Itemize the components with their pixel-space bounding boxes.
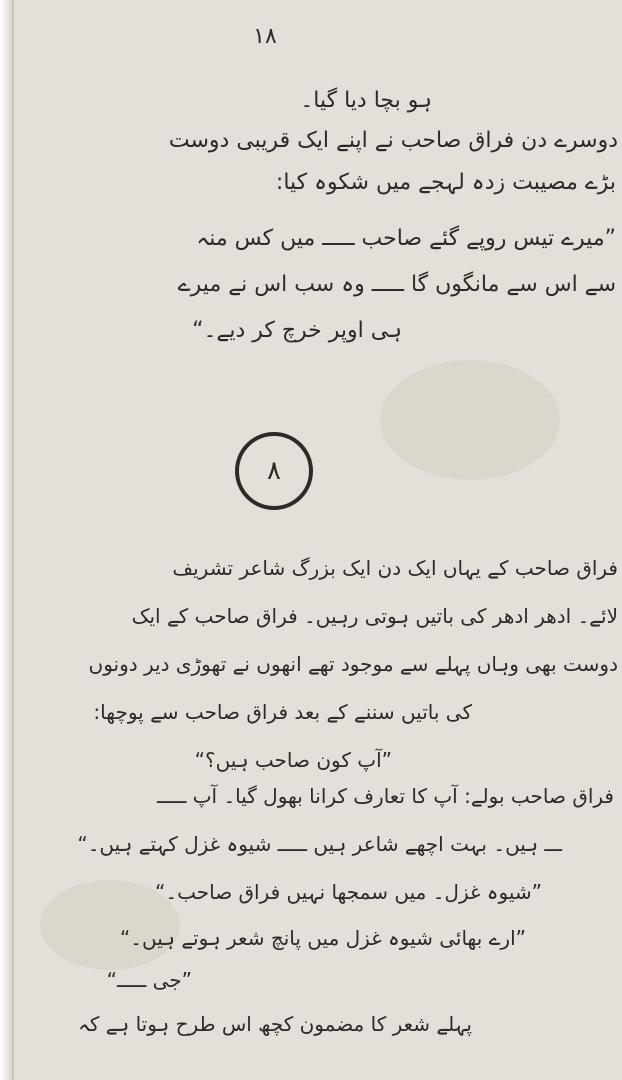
text-line: کی باتیں سننے کے بعد فراق صاحب سے پوچھا:	[93, 700, 472, 724]
text-line: ”شیوہ غزل۔ میں سمجھا نہیں فراق صاحب۔“	[155, 880, 542, 904]
text-line: ہو بچا دیا گیا۔	[300, 88, 432, 113]
text-line: فراق صاحب کے یہاں ایک دن ایک بزرگ شاعر تشریف	[172, 556, 618, 580]
text-line: ـــ ہیں۔ بہت اچھے شاعر ہیں ـــــ شیوہ غزل کہتے ہیں۔“	[77, 832, 562, 856]
page-number: ۱۸	[253, 24, 277, 49]
text-line: ”ارے بھائی شیوہ غزل میں پانچ شعر ہوتے ہیں۔“	[119, 926, 526, 950]
text-line: فراق صاحب بولے: آپ کا تعارف کرانا بھول گیا۔ آپ ـــــ	[157, 784, 614, 808]
text-line: سے اس سے مانگوں گا ـــــ وہ سب اس نے میرے	[177, 272, 616, 297]
text-line: ہی اوپر خرچ کر دیے۔“	[192, 318, 402, 343]
section-number-circle	[235, 432, 313, 510]
text-line: دوسرے دن فراق صاحب نے اپنے ایک قریبی دوست	[168, 128, 618, 153]
book-spine	[0, 0, 12, 1080]
text-line: ”میرے تیس روپے گئے صاحب ـــــ میں کس منہ	[196, 226, 616, 251]
text-line: ”جی ـــــ“	[106, 968, 192, 992]
text-line: لائے۔ ادھر ادھر کی باتیں ہوتی رہیں۔ فراق صاحب کے ایک	[131, 604, 618, 628]
text-line: ”آپ کون صاحب ہیں؟“	[194, 748, 392, 772]
spine-edge	[12, 0, 14, 1080]
text-line: بڑے مصیبت زدہ لہجے میں شکوہ کیا:	[275, 170, 616, 195]
paper-stain	[380, 360, 560, 480]
section-number: ۸	[267, 456, 281, 486]
text-line: دوست بھی وہاں پہلے سے موجود تھے انھوں نے تھوڑی دیر دونوں	[88, 652, 618, 676]
text-line: پہلے شعر کا مضمون کچھ اس طرح ہوتا ہے کہ	[78, 1012, 472, 1036]
